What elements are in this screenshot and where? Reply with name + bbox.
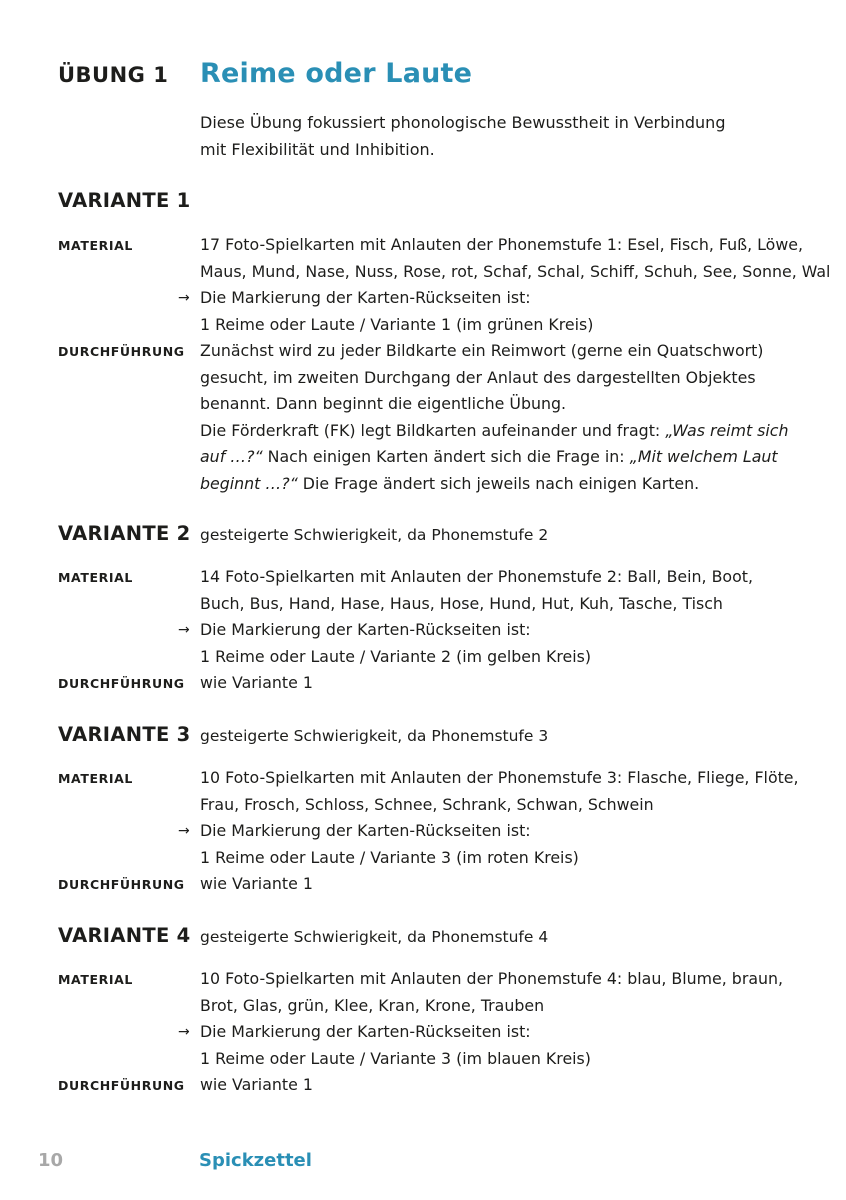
procedure-body <box>200 670 820 697</box>
variant-label: VARIANTE 2 <box>58 522 191 545</box>
material-line: Frau, Frosch, Schloss, Schnee, Schrank, Schwan, Schwein <box>200 794 654 814</box>
material-line: 10 Foto-Spielkarten mit Anlauten der Phonemstufe 3: Flasche, Fliege, Flöte, <box>200 768 799 787</box>
procedure-line <box>200 418 820 445</box>
question-quote: „Was reimt sich <box>665 420 789 440</box>
marking-line: 1 Reime oder Laute / Variante 1 (im grünen Kreis) <box>200 314 594 334</box>
material-row <box>58 765 828 871</box>
material-line: Maus, Mund, Nase, Nuss, Rose, rot, Schaf, Schal, Schiff, Schuh, See, Sonne, Wal <box>200 261 831 281</box>
material-line: Buch, Bus, Hand, Hase, Haus, Hose, Hund, Hut, Kuh, Tasche, Tisch <box>200 593 723 613</box>
material-body <box>178 232 831 338</box>
procedure-row <box>58 871 828 899</box>
arrow-right-icon: → <box>178 823 190 839</box>
material-line: Brot, Glas, grün, Klee, Kran, Krone, Trauben <box>200 995 545 1015</box>
procedure-text: Die Förderkraft (FK) legt Bildkarten aufeinander und fragt: <box>200 420 666 440</box>
material-label: MATERIAL <box>58 238 133 253</box>
procedure-text: Die Frage ändert sich jeweils nach einigen Karten. <box>297 473 700 493</box>
variant-label: VARIANTE 4 <box>58 924 191 947</box>
material-label: MATERIAL <box>58 771 133 786</box>
marking-text: Die Markierung der Karten-Rückseiten ist: <box>200 821 531 840</box>
material-body <box>178 564 820 670</box>
procedure-line: wie Variante 1 <box>200 673 313 692</box>
material-line: 14 Foto-Spielkarten mit Anlauten der Phonemstufe 2: Ball, Bein, Boot, <box>200 567 753 586</box>
variant-subtitle: gesteigerte Schwierigkeit, da Phonemstufe 3 <box>200 727 549 745</box>
procedure-row <box>58 1072 828 1100</box>
variant-heading <box>58 189 828 219</box>
variant-2-section <box>58 522 828 698</box>
variant-subtitle: gesteigerte Schwierigkeit, da Phonemstufe 4 <box>200 928 549 946</box>
material-label: MATERIAL <box>58 570 133 585</box>
material-row <box>58 564 828 670</box>
marking-text: Die Markierung der Karten-Rückseiten ist: <box>200 1022 531 1041</box>
material-row <box>58 966 828 1072</box>
procedure-line: wie Variante 1 <box>200 1075 313 1094</box>
variant-4-section <box>58 924 828 1100</box>
material-body <box>178 765 820 871</box>
marking-line <box>178 818 820 845</box>
variant-3-section <box>58 723 828 899</box>
marking-text: Die Markierung der Karten-Rückseiten ist: <box>200 620 531 639</box>
exercise-title: Reime oder Laute <box>200 58 473 89</box>
procedure-line: gesucht, im zweiten Durchgang der Anlaut des dargestellten Objektes <box>200 367 756 387</box>
arrow-right-icon: → <box>178 622 190 638</box>
marking-line <box>178 285 820 312</box>
intro-line: Diese Übung fokussiert phonologische Bewusstheit in Verbindung <box>200 113 726 132</box>
material-line: 17 Foto-Spielkarten mit Anlauten der Phonemstufe 1: Esel, Fisch, Fuß, Löwe, <box>200 235 803 254</box>
marking-line <box>178 1019 820 1046</box>
variant-label: VARIANTE 3 <box>58 723 191 746</box>
arrow-right-icon: → <box>178 1024 190 1040</box>
intro-line: mit Flexibilität und Inhibition. <box>200 139 435 159</box>
procedure-row <box>58 338 828 497</box>
procedure-line <box>200 444 820 471</box>
variant-heading <box>58 723 828 753</box>
variant-heading <box>58 522 828 552</box>
procedure-label: DURCHFÜHRUNG <box>58 877 185 892</box>
question-quote: auf …?“ <box>200 447 263 466</box>
variant-label: VARIANTE 1 <box>58 189 191 212</box>
intro-paragraph <box>200 110 800 163</box>
material-row <box>58 232 831 338</box>
material-body <box>178 966 820 1072</box>
procedure-line <box>200 471 820 498</box>
variant-1-section <box>58 189 831 497</box>
exercise-header <box>58 58 472 89</box>
procedure-text: Nach einigen Karten ändert sich die Frage in: <box>262 447 630 466</box>
procedure-row <box>58 670 828 698</box>
procedure-body <box>200 338 820 497</box>
procedure-line: Zunächst wird zu jeder Bildkarte ein Reimwort (gerne ein Quatschwort) <box>200 341 764 360</box>
marking-line: 1 Reime oder Laute / Variante 3 (im blauen Kreis) <box>200 1048 591 1068</box>
page-number: 10 <box>38 1150 64 1171</box>
procedure-label: DURCHFÜHRUNG <box>58 676 185 691</box>
arrow-right-icon: → <box>178 290 190 306</box>
material-label: MATERIAL <box>58 972 133 987</box>
procedure-line: wie Variante 1 <box>200 874 313 893</box>
question-quote: beginnt …?“ <box>200 473 298 493</box>
footer-brand: Spickzettel <box>199 1150 312 1171</box>
procedure-body <box>200 871 820 898</box>
variant-heading <box>58 924 828 954</box>
marking-line: 1 Reime oder Laute / Variante 2 (im gelben Kreis) <box>200 646 591 666</box>
procedure-label: DURCHFÜHRUNG <box>58 344 185 359</box>
variant-subtitle: gesteigerte Schwierigkeit, da Phonemstufe 2 <box>200 526 549 544</box>
material-line: 10 Foto-Spielkarten mit Anlauten der Phonemstufe 4: blau, Blume, braun, <box>200 969 784 988</box>
marking-line <box>178 617 820 644</box>
exercise-label: ÜBUNG 1 <box>58 63 169 87</box>
procedure-body <box>200 1072 820 1099</box>
procedure-line: benannt. Dann beginnt die eigentliche Übung. <box>200 394 567 413</box>
marking-line: 1 Reime oder Laute / Variante 3 (im roten Kreis) <box>200 847 579 867</box>
procedure-label: DURCHFÜHRUNG <box>58 1078 185 1093</box>
marking-text: Die Markierung der Karten-Rückseiten ist: <box>200 288 531 307</box>
question-quote: „Mit welchem Laut <box>629 447 778 466</box>
